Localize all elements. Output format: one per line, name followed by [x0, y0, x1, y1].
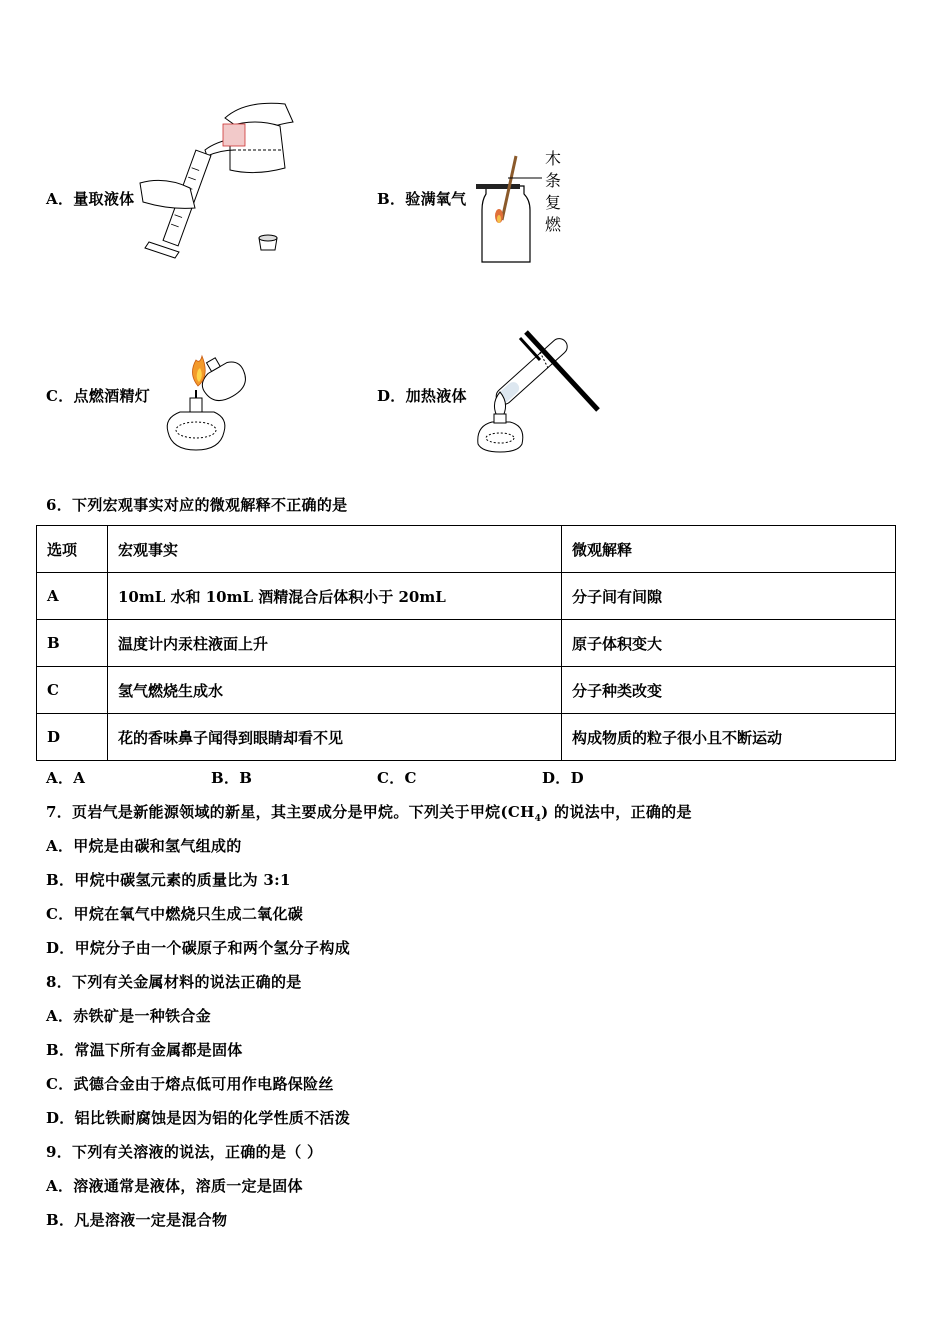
q8-option-c: C．武德合金由于熔点低可用作电路保险丝	[46, 1075, 334, 1093]
table-cell-explanation: 分子种类改变	[562, 667, 896, 714]
q8-title: 8．下列有关金属材料的说法正确的是	[46, 973, 302, 991]
alcohol-lamp-figure	[158, 352, 258, 458]
table-cell-fact: 氢气燃烧生成水	[108, 667, 562, 714]
q7-title: 7．页岩气是新能源领域的新星，其主要成分是甲烷。下列关于甲烷$(CH_4)$ 的说法中，正确的是	[46, 803, 692, 824]
table-cell-option: C	[37, 667, 108, 714]
q6-choice-b: B．B	[211, 769, 253, 787]
table-cell-option: D	[37, 714, 108, 761]
table-cell-option: B	[37, 620, 108, 667]
table-header-option: 选项	[37, 526, 108, 573]
annotation-ran: 燃	[545, 215, 562, 234]
table-cell-fact: 花的香味鼻子闻得到眼睛却看不见	[108, 714, 562, 761]
q6-table	[36, 525, 896, 761]
q9-title: 9．下列有关溶液的说法，正确的是（ ）	[46, 1143, 323, 1161]
measuring-liquid-figure	[135, 98, 305, 263]
annotation-mu: 木	[545, 149, 562, 168]
table-cell-fact: 10mL 水和 10mL 酒精混合后体积小于 20mL	[108, 573, 562, 620]
table-row	[37, 620, 896, 667]
table-header-fact: 宏观事实	[108, 526, 562, 573]
q7-option-d: D．甲烷分子由一个碳原子和两个氢分子构成	[46, 939, 351, 957]
table-header-explanation: 微观解释	[562, 526, 896, 573]
table-row	[37, 573, 896, 620]
table-header-row	[37, 526, 896, 573]
oxygen-test-figure	[472, 150, 544, 268]
q9-option-b: B．凡是溶液一定是混合物	[46, 1211, 228, 1229]
option-d-label: D．加热液体	[377, 387, 467, 405]
q6-choice-c: C．C	[377, 769, 417, 787]
annotation-tiao: 条	[545, 171, 562, 190]
table-cell-explanation: 原子体积变大	[562, 620, 896, 667]
option-b-label: B．验满氧气	[377, 190, 467, 208]
table-cell-fact: 温度计内汞柱液面上升	[108, 620, 562, 667]
q9-option-a: A．溶液通常是液体，溶质一定是固体	[46, 1177, 303, 1195]
table-row	[37, 667, 896, 714]
q6-choice-a: A．A	[46, 769, 86, 787]
q7-option-a: A．甲烷是由碳和氢气组成的	[46, 837, 242, 855]
q7-option-c: C．甲烷在氧气中燃烧只生成二氧化碳	[46, 905, 304, 923]
table-cell-explanation: 分子间有间隙	[562, 573, 896, 620]
q8-option-d: D．铝比铁耐腐蚀是因为铝的化学性质不活泼	[46, 1109, 351, 1127]
q8-option-b: B．常温下所有金属都是固体	[46, 1041, 243, 1059]
q6-choice-d: D．D	[542, 769, 584, 787]
annotation-fu: 复	[545, 193, 562, 212]
heating-liquid-figure	[470, 322, 605, 454]
option-a-label: A．量取液体	[46, 190, 135, 208]
table-cell-explanation: 构成物质的粒子很小且不断运动	[562, 714, 896, 761]
q6-title: 6．下列宏观事实对应的微观解释不正确的是	[46, 496, 348, 514]
table-row	[37, 714, 896, 761]
q8-option-a: A．赤铁矿是一种铁合金	[46, 1007, 211, 1025]
q7-option-b: B．甲烷中碳氢元素的质量比为 3:1	[46, 871, 291, 889]
option-c-label: C．点燃酒精灯	[46, 387, 151, 405]
table-cell-option: A	[37, 573, 108, 620]
